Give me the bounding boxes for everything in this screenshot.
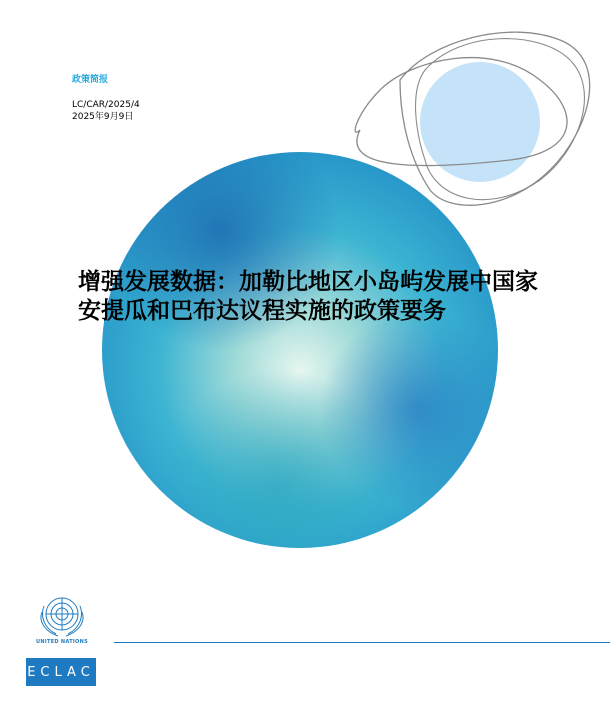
un-label: UNITED NATIONS — [36, 639, 88, 645]
document-title: 增强发展数据：加勒比地区小岛屿发展中国家安提瓜和巴布达议程实施的政策要务 — [78, 269, 538, 324]
document-date: 2025年9月9日 — [72, 112, 134, 122]
document-type: 政策简报 — [72, 75, 109, 85]
un-emblem — [30, 594, 94, 650]
eclac-logo: ECLAC — [26, 658, 96, 686]
un-globe-icon — [30, 594, 94, 638]
footer-rule — [114, 642, 610, 643]
header-block — [72, 72, 140, 123]
document-symbol: LC/CAR/2025/4 — [72, 100, 140, 110]
watercolor-globe — [100, 150, 500, 550]
